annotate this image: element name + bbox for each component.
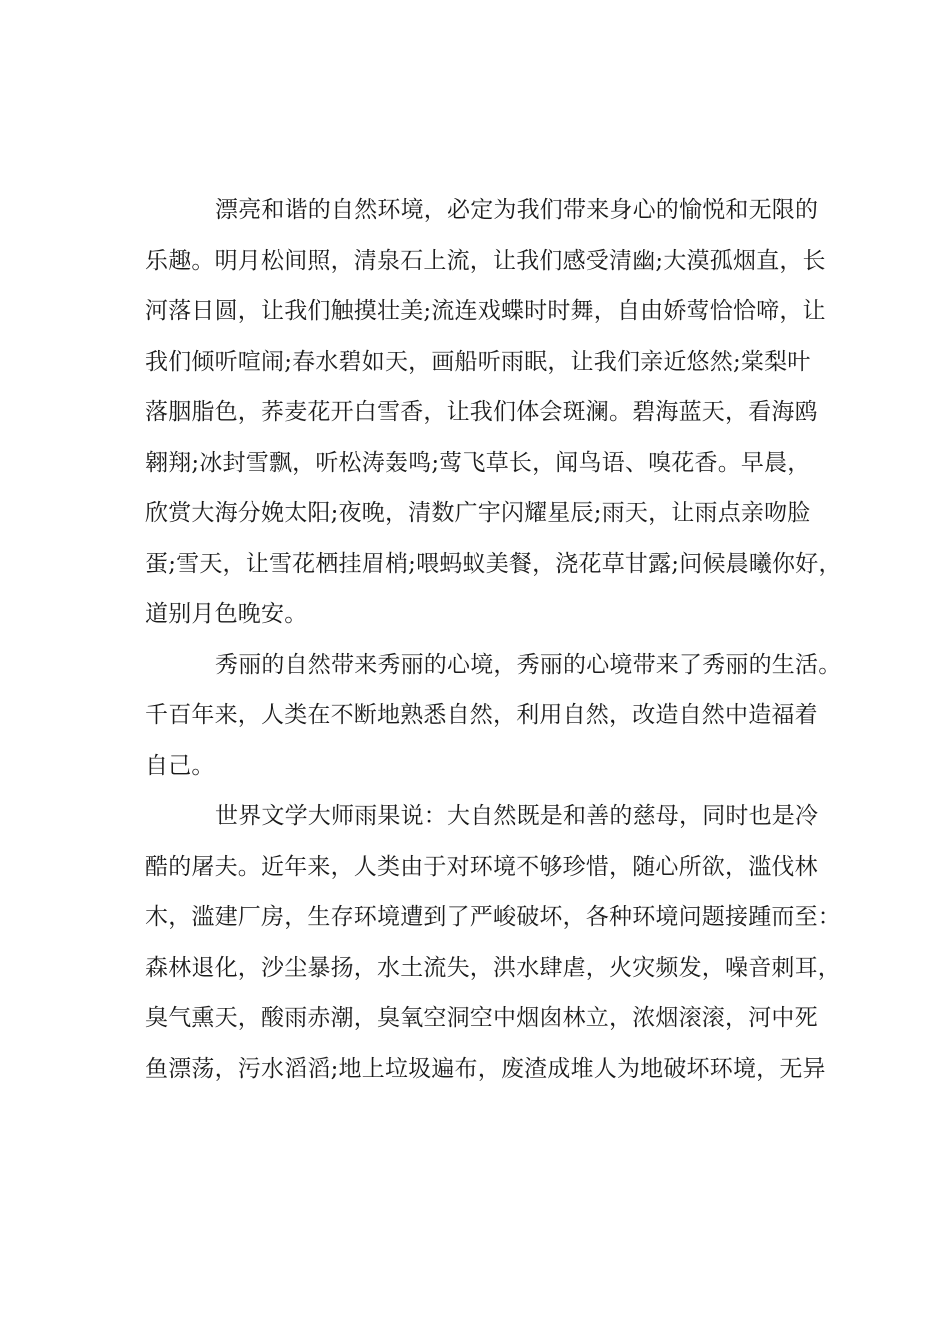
paragraph-1 <box>145 192 842 647</box>
text-line: 鱼漂荡，污水滔滔;地上垃圾遍布，废渣成堆人为地破坏环境，无异 <box>145 1055 826 1082</box>
text-line: 木，滥建厂房，生存环境遭到了严峻破坏，各种环境问题接踵而至： <box>145 904 841 930</box>
text-line: 乐趣。明月松间照，清泉石上流，让我们感受清幽;大漠孤烟直，长 <box>145 247 826 274</box>
text-line: 自己。 <box>145 752 215 779</box>
text-line: 秀丽的自然带来秀丽的心境，秀丽的心境带来了秀丽的生活。 <box>215 651 842 678</box>
paragraph-2 <box>145 647 842 799</box>
text-line: 世界文学大师雨果说：大自然既是和善的慈母，同时也是冷 <box>215 803 819 829</box>
paragraph-3 <box>145 798 841 1101</box>
text-line: 道别月色晚安。 <box>145 601 308 627</box>
text-line: 蛋;雪天，让雪花栖挂眉梢;喂蚂蚁美餐，浇花草甘露;问候晨曦你好， <box>145 550 842 577</box>
text-line: 酷的屠夫。近年来，人类由于对环境不够珍惜，随心所欲，滥伐林 <box>145 853 818 880</box>
text-line: 森林退化，沙尘暴扬，水土流失，洪水肆虐，火灾频发，噪音刺耳， <box>145 954 841 981</box>
text-line: 漂亮和谐的自然环境，必定为我们带来身心的愉悦和无限的 <box>215 197 819 223</box>
text-line: 千百年来，人类在不断地熟悉自然，利用自然，改造自然中造福着 <box>145 702 818 728</box>
text-line: 河落日圆，让我们触摸壮美;流连戏蝶时时舞，自由娇莺恰恰啼，让 <box>145 298 826 324</box>
text-line: 欣赏大海分娩太阳;夜晚，清数广宇闪耀星辰;雨天，让雨点亲吻脸 <box>145 500 811 526</box>
text-line: 落胭脂色，荞麦花开白雪香，让我们体会斑澜。碧海蓝天，看海鸥 <box>145 399 818 425</box>
document-page <box>145 192 842 1101</box>
text-line: 翱翔;冰封雪飘，听松涛轰鸣;莺飞草长，闻鸟语、嗅花香。早晨， <box>145 449 811 476</box>
text-line: 我们倾听喧闹;春水碧如天，画船听雨眠，让我们亲近悠然;棠梨叶 <box>145 348 811 375</box>
text-line: 臭气熏天，酸雨赤潮，臭氧空洞空中烟囱林立，浓烟滚滚，河中死 <box>145 1005 818 1031</box>
